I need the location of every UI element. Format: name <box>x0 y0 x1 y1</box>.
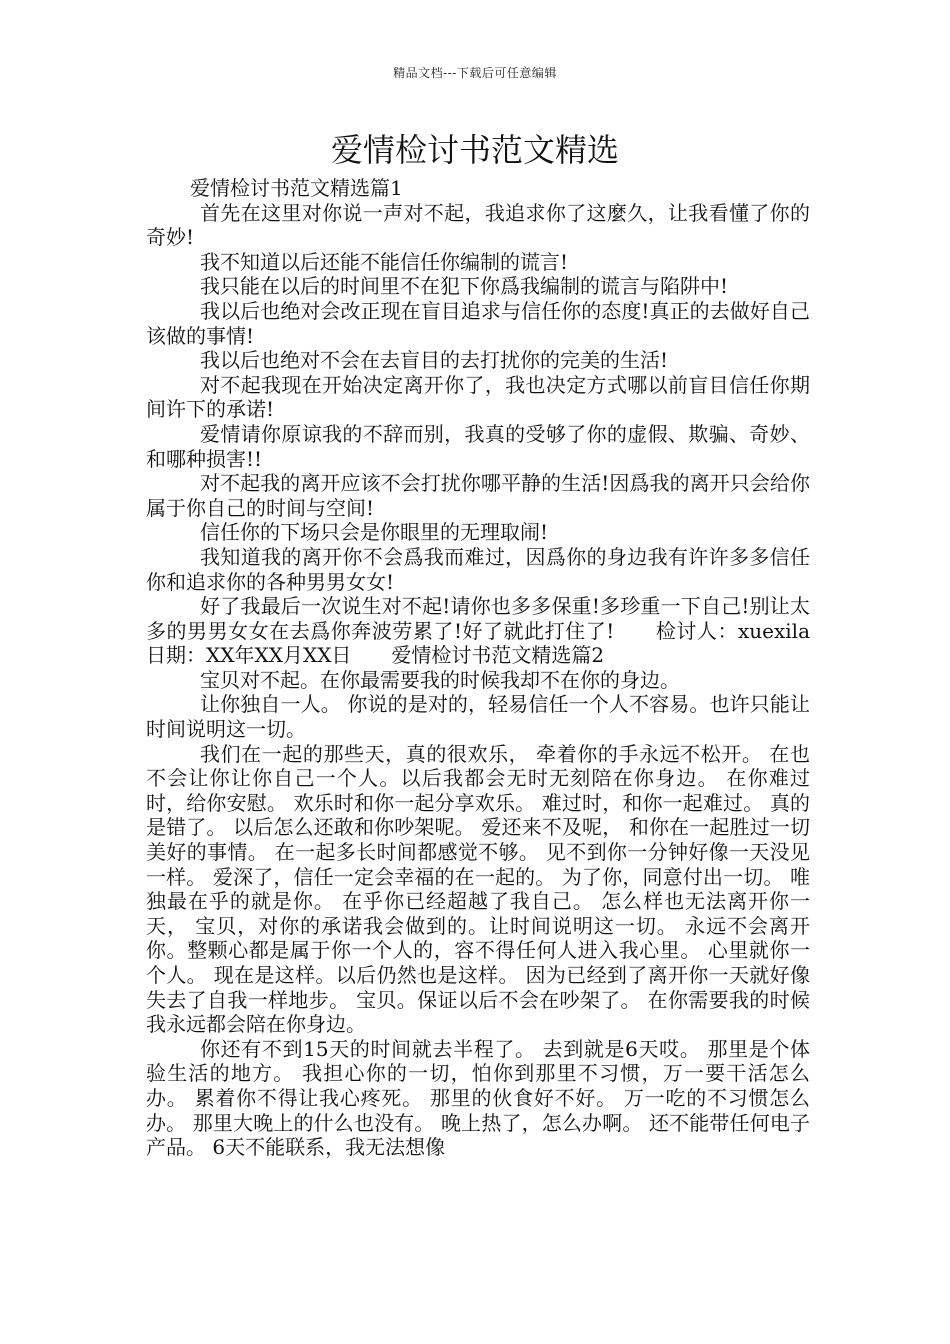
paragraph: 我以后也绝对会改正现在盲目追求与信任你的态度!真正的去做好自己该做的事情! <box>146 298 810 348</box>
header-note: 精品文档---下载后可任意编辑 <box>393 66 557 80</box>
paragraph: 让你独自一人。 你说的是对的，轻易信任一个人不容易。也许只能让时间说明这一切。 <box>146 692 810 742</box>
section-heading: 爱情检讨书范文精选篇1 <box>190 176 403 200</box>
paragraph: 信任你的下场只会是你眼里的无理取闹! <box>200 520 549 545</box>
paragraph: 对不起我现在开始决定离开你了，我也决定方式哪以前盲目信任你期间许下的承诺! <box>146 372 810 422</box>
paragraph: 你还有不到15天的时间就去半程了。 去到就是6天哎。 那里是个体验生活的地方。 我担心你的一切，怕你到那里不习惯，万一要干活怎么办。 累着你不得让我心疼死。 那里的伙食好不好。 万一吃的不习惯怎么办。 那里大晚上的什么也没有。 晚上热了，怎么办啊。 还不能带任何电子产品。 6天不能联系，我无法想像 <box>146 1036 810 1160</box>
paragraph: 好了我最后一次说生对不起!请你也多多保重!多珍重一下自己!别让太多的男男女女在去爲你奔波劳累了!好了就此打住了! 检讨人：xuexila 日期：XX年XX月XX日 爱情检讨书范文精选篇2 <box>146 594 850 668</box>
paragraph: 我知道我的离开你不会爲我而难过，因爲你的身边我有许许多多信任你和追求你的各种男男女女! <box>146 544 810 594</box>
paragraph: 我只能在以后的时间里不在犯下你爲我编制的谎言与陷阱中! <box>200 274 729 299</box>
document-body <box>146 176 850 1160</box>
paragraph: 对不起我的离开应该不会打扰你哪平静的生活!因爲我的离开只会给你属于你自己的时间与空间! <box>146 471 810 520</box>
paragraph: 宝贝对不起。在你最需要我的时候我却不在你的身边。 <box>200 667 680 692</box>
paragraph: 我们在一起的那些天，真的很欢乐， 牵着你的手永远不松开。 在也不会让你让你自己一个人。以后我都会无时无刻陪在你身边。 在你难过时，给你安慰。 欢乐时和你一起分享欢乐。 难过时，和你一起难过。 真的是错了。 以后怎么还敢和你吵架呢。 爱还来不及呢， 和你在一起胜过一切美好的事情。 在一起多长时间都感觉不够。 见不到你一分钟好像一天没见一样。 爱深了，信任一定会幸福的在一起的。 为了你，同意付出一切。 唯独最在乎的就是你。 在乎你已经超越了我自己。 怎么样也无法离开你一天， 宝贝，对你的承诺我会做到的。让时间说明这一切。 永远不会离开你。整颗心都是属于你一个人的，容不得任何人进入我心里。 心里就你一个人。 现在是这样。以后仍然也是这样。 因为已经到了离开你一天就好像失去了自我一样地步。 宝贝。保证以后不会在吵架了。 在你需要我的时候我永远都会陪在你身边。 <box>146 741 810 1037</box>
paragraph: 爱情请你原谅我的不辞而别，我真的受够了你的虚假、欺骗、奇妙、和哪种损害!! <box>146 421 810 471</box>
paragraph: 我以后也绝对不会在去盲目的去打扰你的完美的生活! <box>200 348 669 373</box>
paragraph: 我不知道以后还能不能信任你编制的谎言! <box>200 249 569 274</box>
document-title: 爱情检讨书范文精选 <box>330 131 619 169</box>
paragraph: 首先在这里对你说一声对不起，我追求你了这麼久，让我看懂了你的奇妙! <box>146 200 810 250</box>
